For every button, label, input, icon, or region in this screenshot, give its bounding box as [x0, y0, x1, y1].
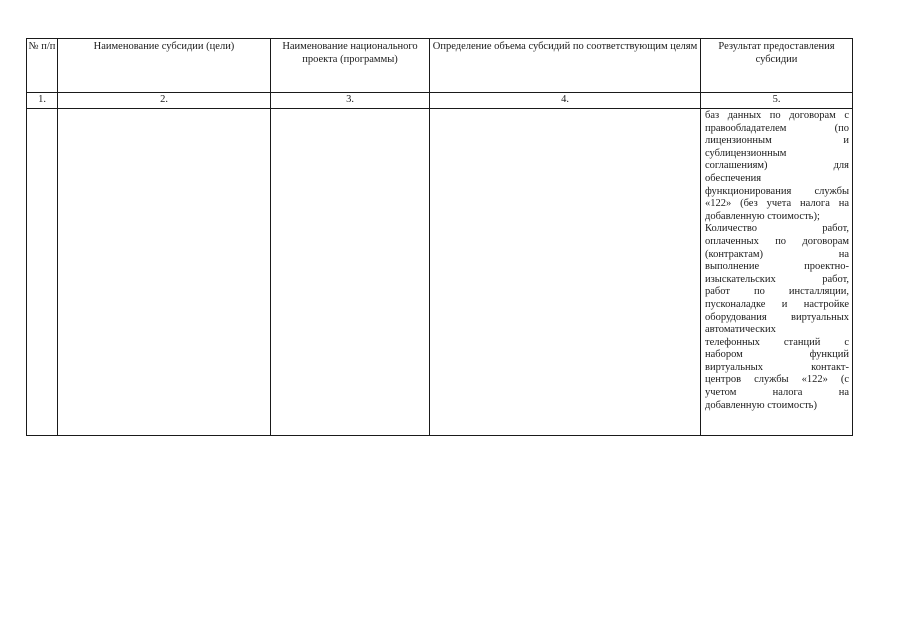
result-line: пусконаладке и настройке [705, 298, 849, 310]
header-subsidy-name-label: Наименование субсидии (цели) [93, 41, 235, 52]
result-line: оборудования виртуальных [705, 311, 849, 323]
result-text [701, 109, 852, 412]
header-result [701, 39, 853, 93]
table-header-row [27, 39, 853, 93]
header-national-project-label: Наименование национального проекта (программы) [282, 41, 418, 65]
cell-number [27, 109, 58, 436]
column-number-5: 5. [701, 93, 853, 109]
cell-national-project [271, 109, 430, 436]
cell-result [701, 109, 853, 436]
result-line: оплаченных по договорам [705, 235, 849, 247]
table-row [27, 109, 853, 436]
result-line: работ по инсталляции, [705, 286, 849, 298]
header-volume-definition [430, 39, 701, 93]
result-line: обеспечения [705, 172, 762, 184]
column-number-2: 2. [58, 93, 271, 109]
result-line: набором функций [705, 349, 849, 361]
result-line: Количество работ, [705, 223, 849, 235]
result-line: лицензионным и [705, 135, 849, 147]
cell-volume-definition [430, 109, 701, 436]
result-line: «122» (без учета налога на [705, 198, 849, 210]
header-number-label: № п/п [28, 41, 56, 52]
result-line: соглашениям) для [705, 160, 849, 172]
header-result-label: Результат предоставления субсидии [718, 41, 835, 65]
result-line: (контрактам) на [705, 248, 849, 260]
result-line: учетом налога на [705, 387, 849, 399]
result-line: функционирования службы [705, 185, 849, 197]
column-number-row [27, 93, 853, 109]
result-line: добавленную стоимость) [705, 399, 817, 411]
result-line: сублицензионным [705, 147, 787, 159]
header-national-project [271, 39, 430, 93]
result-line: виртуальных контакт- [705, 361, 849, 373]
result-line: центров службы «122» (с [705, 374, 849, 386]
subsidy-table [26, 38, 853, 436]
header-subsidy-name [58, 39, 271, 93]
result-line: правообладателем (по [705, 122, 849, 134]
column-number-4: 4. [430, 93, 701, 109]
result-line: баз данных по договорам с [705, 110, 849, 121]
result-line: автоматических [705, 324, 776, 336]
result-line: изыскательских работ, [705, 273, 849, 285]
result-line: выполнение проектно- [705, 261, 849, 273]
header-volume-definition-label: Определение объема субсидий по соответствующим целям [432, 41, 698, 52]
cell-subsidy-name [58, 109, 271, 436]
column-number-1: 1. [27, 93, 58, 109]
header-number [27, 39, 58, 93]
result-line: телефонных станций с [705, 336, 849, 348]
column-number-3: 3. [271, 93, 430, 109]
result-line: добавленную стоимость); [705, 210, 820, 222]
